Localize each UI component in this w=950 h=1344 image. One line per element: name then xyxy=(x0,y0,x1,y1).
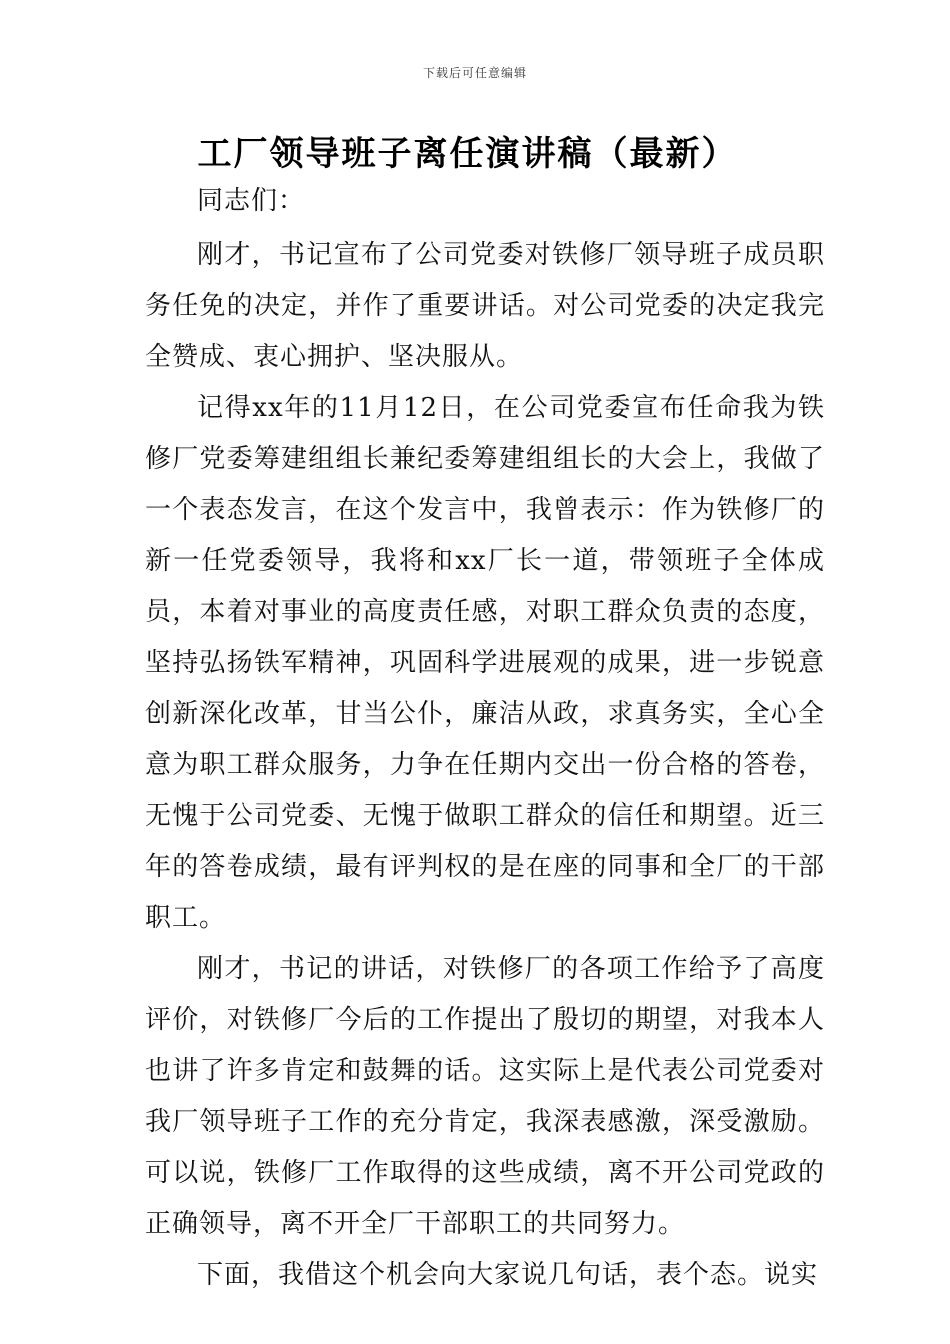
paragraph: 刚才，书记的讲话，对铁修厂的各项工作给予了高度评价，对铁修厂今后的工作提出了殷切的期望，对我本人也讲了许多肯定和鼓舞的话。这实际上是代表公司党委对我厂领导班子工作的充分肯定，我深表感激，深受激励。可以说，铁修厂工作取得的这些成绩，离不开公司党政的正确领导，离不开全厂干部职工的共同努力。 xyxy=(145,954,825,1239)
header-note: 下载后可任意编辑 xyxy=(422,66,527,80)
salutation: 同志们： xyxy=(197,186,306,216)
document-body xyxy=(145,178,825,1301)
paragraph: 记得xx年的11月12日，在公司党委宣布任命我为铁修厂党委筹建组组长兼纪委筹建组组长的大会上，我做了一个表态发言，在这个发言中，我曾表示：作为铁修厂的新一任党委领导，我将和xx厂长一道，带领班子全体成员，本着对事业的高度责任感，对职工群众负责的态度，坚持弘扬铁军精神，巩固科学进展观的成果，进一步锐意创新深化改革，甘当公仆，廉洁从政，求真务实，全心全意为职工群众服务，力争在任期内交出一份合格的答卷，无愧于公司党委、无愧于做职工群众的信任和期望。近三年的答卷成绩，最有评判权的是在座的同事和全厂的干部职工。 xyxy=(145,393,825,933)
paragraph: 下面，我借这个机会向大家说几句话，表个态。说实 xyxy=(197,1260,819,1290)
document-title: 工厂领导班子离任演讲稿（最新） xyxy=(197,134,738,174)
paragraph: 刚才，书记宣布了公司党委对铁修厂领导班子成员职务任免的决定，并作了重要讲话。对公司党委的决定我完全赞成、衷心拥护、坚决服从。 xyxy=(145,240,825,372)
